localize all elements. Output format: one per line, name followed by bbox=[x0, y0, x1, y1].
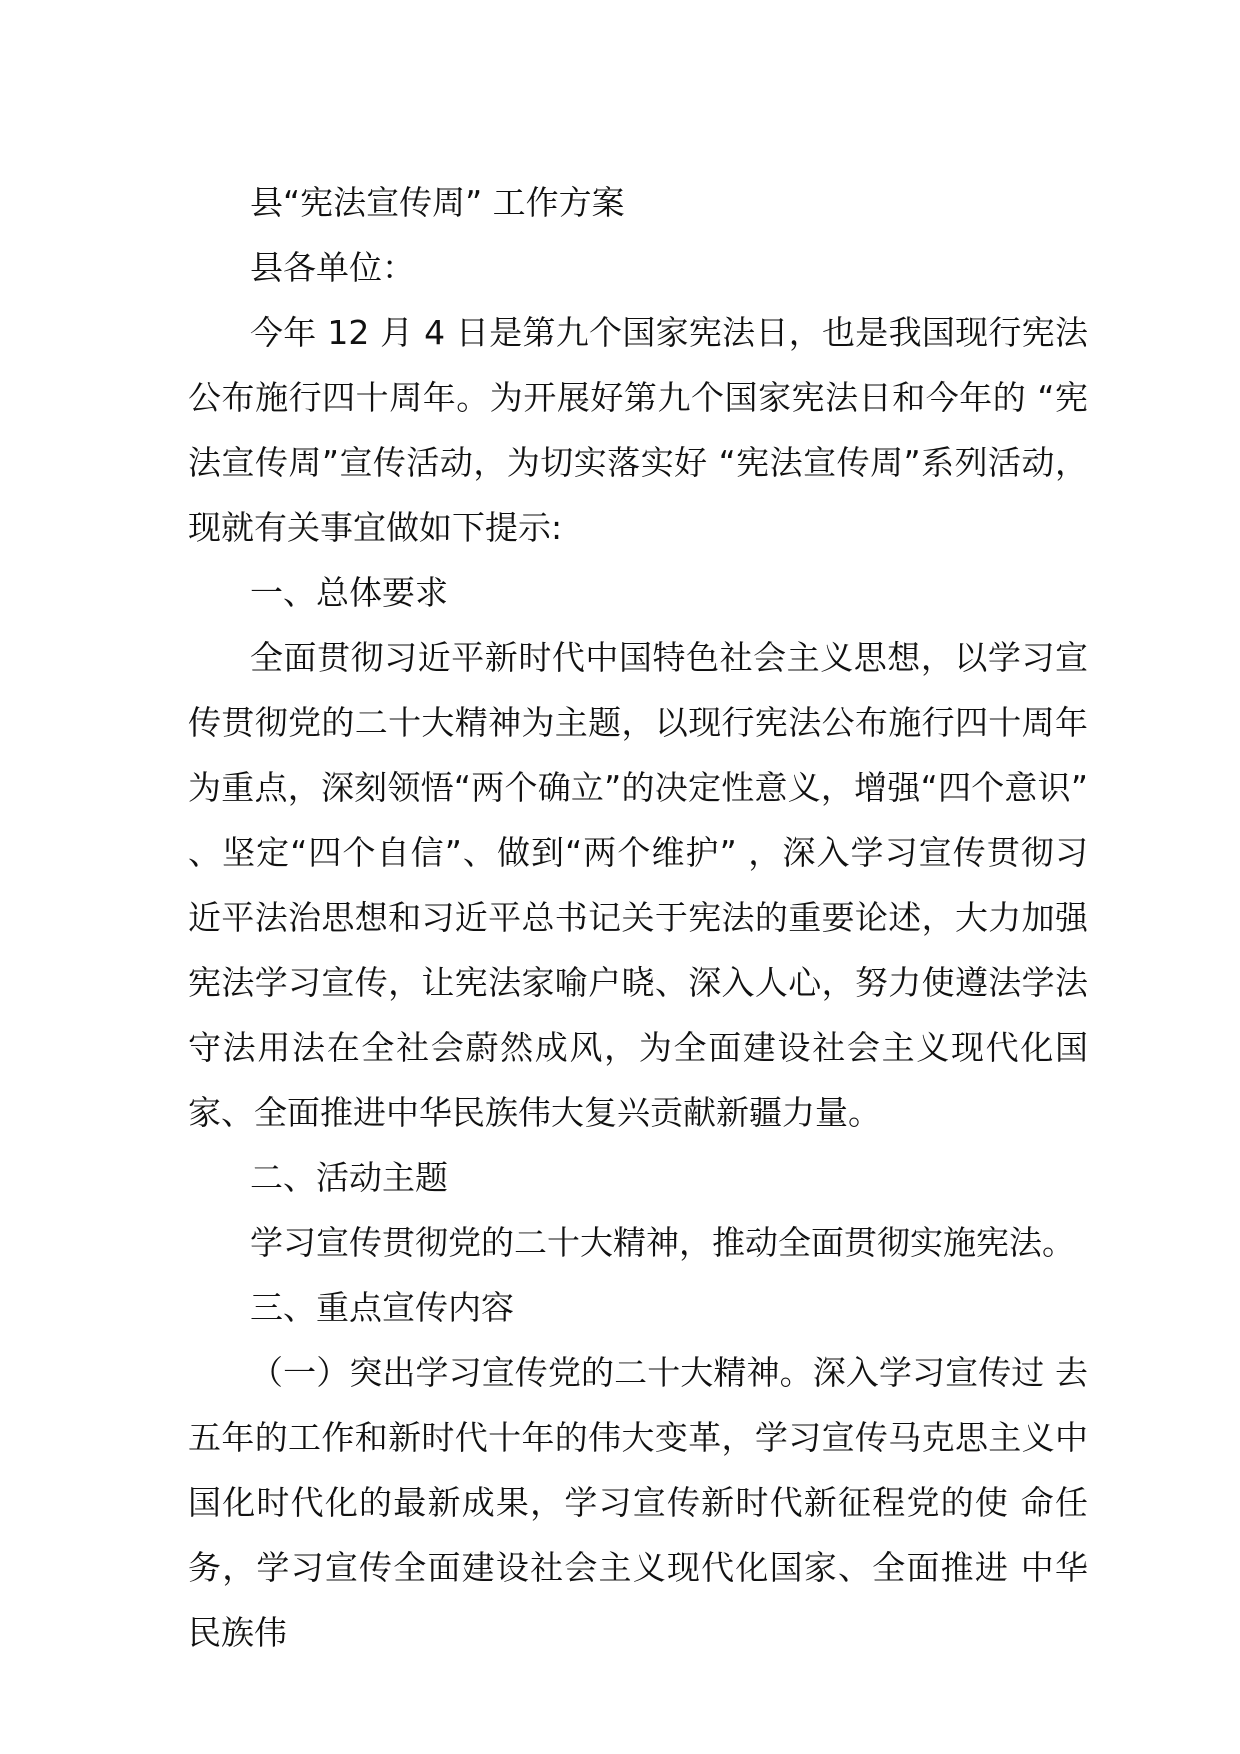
section-2-paragraph: 学习宣传贯彻党的二十大精神，推动全面贯彻实施宪法。 bbox=[250, 1223, 1075, 1262]
section-3-heading: 三、重点宣传内容 bbox=[250, 1288, 514, 1327]
document-title: 县“宪法宣传周” 工作方案 bbox=[250, 183, 625, 222]
salutation: 县各单位： bbox=[250, 248, 415, 287]
section-1-paragraph: 全面贯彻习近平新时代中国特色社会主义思想，以学习宣传贯彻党的二十大精神为主题，以现行宪法公布施行四十周年为重点，深刻领悟“两个确立”的决定性意义，增强“四个意识” 、坚定“四个自信”、做到“两个维护” ，深入学习宣传贯彻习近平法治思想和习近平总书记关于宪法的重要论述，大力加强宪法学习宣传，让宪法家喻户晓、深入人心，努力使遵法学法守法用法在全社会蔚然成风，为全面建设社会主义现代化国家、全面推进中华民族伟大复兴贡献新疆力量。 bbox=[188, 638, 1088, 1132]
section-2-heading: 二、活动主题 bbox=[250, 1158, 448, 1197]
document-body bbox=[188, 170, 1088, 1665]
intro-paragraph: 今年 12 月 4 日是第九个国家宪法日，也是我国现行宪法公布施行四十周年。为开展好第九个国家宪法日和今年的 “宪法宣传周”宣传活动，为切实落实好 “宪法宣传周”系列活动，现就有关事宜做如下提示: bbox=[188, 313, 1088, 547]
section-1-heading: 一、总体要求 bbox=[250, 573, 448, 612]
section-3-item-1-paragraph: （一）突出学习宣传党的二十大精神。深入学习宣传过 去五年的工作和新时代十年的伟大变革，学习宣传马克思主义中国化时代化的最新成果，学习宣传新时代新征程党的使 命任务，学习宣传全面建设社会主义现代化国家、全面推进 中华民族伟 bbox=[188, 1353, 1088, 1652]
